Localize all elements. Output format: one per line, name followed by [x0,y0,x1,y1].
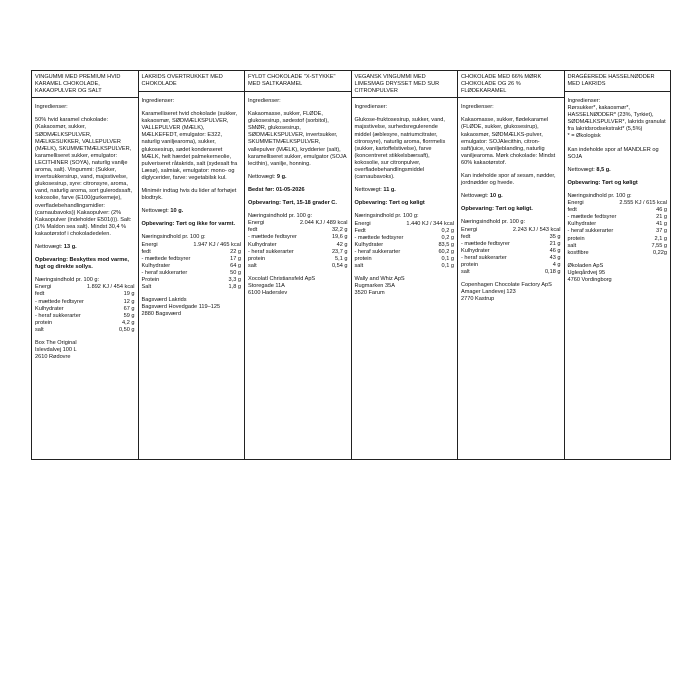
product-title: CHOKOLADE MED 66% MØRK CHOKOLADE OG 26 % FLØDEKARAMEL [458,74,564,98]
nutrition-row: protein 4 g [461,261,561,268]
label-table [31,70,671,460]
ingredients-text: Glukose-fruktosesirup, sukker, vand, majsstivelse, surhedsregulerende middel (æblesyre, natriumcitrater, citronsyre), naturlig aroma, florrmelis (sukker, kartoffelstivelse), farve (koncentreret stikkelsbærsaft), kokosolie, sur citronpulver, overfladebehandlingsmiddel (carnaubavoks). [354,117,446,181]
nutrition-row: salt 0,18 g [461,269,561,276]
net-weight: Nettovægt: 10 g. [461,193,503,200]
ingredients-text: Karamelliseret hvid chokolade (sukker, kakaosmør, SØDMÆLKSPULVER, VALLEPULVER (MÆLK), MÆLKEFEDT, emulgator: E322, naturlig vaniljearoma), sukker, glukosesirup, sødet kondenseret MÆLK, helt hærdet palmekerneolie, pulveriseret råtakrids, salt (sydesalt fra Læsø), salmiak, emulgator: mono- og diglycerider, farve: vegetabilsk kul. [141,111,238,181]
nutrition-row: fedt 22 g [141,248,241,255]
nutrition-row: Energi 2.243 KJ / 543 kcal [461,226,561,233]
nutrition-table [355,213,455,270]
nutrition-row: Energi 1.440 KJ / 344 kcal [354,220,454,227]
nutrition-row: - mættede fedtsyrer 12 g [35,298,135,305]
producer-address: Copenhagen Chocolate Factory ApS Amager Landevej 123 2770 Kastrup [461,282,552,303]
organic-note: * = Økologisk [567,133,601,140]
product-title: DRAGÉEREDE HASSELNØDDER MED LAKRIDS [565,74,671,92]
net-weight: Nettovægt: 13 g. [35,243,77,250]
net-weight: Nettovægt: 11 g. [354,187,396,194]
nutrition-row: fedt 32,2 g [248,227,348,234]
net-weight: Nettovægt: 10 g. [141,208,184,215]
nutrition-row: - heraf sukkerarter 50 g [141,269,241,276]
nutrition-row: Kulhydrater 42 g [248,241,348,248]
nutrition-row: protein 2,1 g [567,235,667,242]
nutrition-row: - mættede fedtsyrer 21 g [567,214,667,221]
nutrition-heading: Næringsindhold pr. 100 g: [567,192,632,199]
product-title: VEGANSK VINGUMMI MED LIMESMAG DRYSSET MED SUR CITRONPULVER [352,74,458,98]
nutrition-row: - mættede fedtsyrer 0,2 g [354,234,454,241]
nutrition-row: salt 0,50 g [35,326,135,333]
label-column-3 [245,71,352,459]
storage-text: Opbevaring: Tørt og ikke for varmt. [141,221,236,228]
allergen-note: Kan indeholde spor af sesam, nødder, jordnødder og hvede. [461,173,556,187]
nutrition-table [248,213,348,270]
nutrition-row: - heraf sukkerarter 43 g [461,254,561,261]
ingredients-heading: Ingredienser: [567,98,601,104]
nutrition-row: - heraf sukkerarter 23,7 g [248,248,348,255]
nutrition-row: fedt 46 g [567,207,667,214]
nutrition-row: - mættede fedtsyrer 17 g [141,255,241,262]
nutrition-row: salt 7,55 g [567,242,667,249]
product-title: VINGUMMI MED PREMIUM HVID KARAMEL CHOKOLADE, KAKAOPULVER OG SALT [32,74,138,98]
health-note: Minimér indtag hvis du lider af forhøjet blodtryk. [141,188,237,202]
nutrition-row: - mættede fedtsyrer 21 g [461,240,561,247]
best-before: Bedst før: 01-05-2026 [248,186,305,193]
nutrition-row: fedt 19 g [35,291,135,298]
product-title: LAKRIDS OVERTRUKKET MED CHOKOLADE [139,74,245,92]
ingredients-heading: Ingredienser: [461,104,494,111]
nutrition-row: Kulhydrater 41 g [567,221,667,228]
nutrition-heading: Næringsindhold pr. 100 g: [248,213,313,220]
ingredients-heading: Ingredienser: [354,104,388,111]
nutrition-row: kostfibre 0,22g [567,249,667,256]
nutrition-row: Energi 1.892 KJ / 454 kcal [35,284,135,291]
ingredients-text: 50% hvid karamel chokolade: (Kakaosmør, sukker, SØDMÆLKSPULVER, MÆLKESUKKER, VALLEPULVER (MÆLK), SKUMMETMÆLKSPULVER, karamelliseret sukker, emulgator: LECITHINER (SOYA), naturlig vanilje aroma, salt). Vingummi: (Sukker, invertsukkersirup, vand, majsstivelse, glukosesirup, syre: citronsyre, aroma, vand, naturlig aroma, sort gulerodssaft, kokosolie, farve (E100(gurkemeje), overfladebehandlingsmidler: (carnaubavoks)) Kakaopulver: (2% Kakaopulver (indeholder E501(i)). Salt: (1% Maldon sea salt). Mindst 30,4 % kakaotørstof i chokoladedelen. [35,117,133,237]
nutrition-row: Energi 1.947 KJ / 465 kcal [141,241,241,248]
nutrition-table [568,193,668,257]
storage-text: Opbevaring: Tørt og køligt [567,179,638,186]
nutrition-heading: Næringsindhold pr. 100 g: [461,219,526,226]
nutrition-heading: Næringsindhold pr. 100 g: [354,213,419,220]
allergen-note: Kan indeholde spor af MANDLER og SOJA [567,146,659,160]
producer-address: Økoladen ApS Ugleqårdvej 95 4760 Vordingborg [567,262,612,283]
nutrition-heading: Næringsindhold pr. 100 g: [141,234,206,241]
ingredients-heading: Ingredienser: [248,98,281,104]
ingredients-text: Kakaomasse, sukker, FLØDE, glukosesirup, sødestof (sorbitol), SMØR, glukosesirup, SØDMÆLKSPULVER, invertsukker, SKUMMETMÆLKSPULVER, vallepulver (MÆLK), krydderier (salt), karamelliseret sukker, emulgator (SOJA lecithin), vanilje, honning. [248,111,347,167]
nutrition-row: salt 0,54 g [248,262,348,269]
nutrition-row: salt 0,1 g [354,263,454,270]
nutrition-row: Protein 3,3 g [141,276,241,283]
producer-address: Xocolatl Christiansfeld ApS Storegade 11A 6100 Haderslev [248,275,316,297]
storage-text: Opbevaring: Beskyttes mod varme, fugt og direkte sollys. [35,257,129,271]
product-title: FYLDT CHOKOLADE "X-STYKKE" MED SALTKARAMEL [245,74,351,92]
storage-text: Opbevaring: Tørt og køligt [354,200,425,207]
nutrition-row: Fedt 0,2 g [354,227,454,234]
label-column-6 [565,71,671,459]
producer-address: Box The Original Islevdalvej 100 L 2610 Rødovre [35,340,77,361]
nutrition-row: - heraf sukkerarter 60,2 g [354,248,454,255]
nutrition-row: protein 5,1 g [248,255,348,262]
ingredients-text: Kakaomasse, sukker, flødekaramel (FLØDE, sukker, glukosesirup), kakaosmør, SØDMÆLKS-pulver, emulgator: SOJAlecithin, citron-saft/juice, vaniljeblanding, naturlig vaniljearoma. Mørk chokolade: Mindst 60% kakaotørstof. [461,117,556,166]
nutrition-heading: Næringsindhold pr. 100 g: [35,277,100,284]
nutrition-row: Kulhydrater 83,5 g [354,241,454,248]
label-column-5 [458,71,565,459]
nutrition-row: protein 0,1 g [354,255,454,262]
nutrition-row: Energi 2.555 KJ / 615 kcal [567,200,667,207]
nutrition-row: Salt 1,8 g [141,284,241,291]
nutrition-table [461,219,561,276]
label-column-2 [139,71,246,459]
ingredients-heading: Ingredienser: [141,98,175,104]
nutrition-row: Kulhydrater 64 g [141,262,241,269]
nutrition-row: Energi 2.044 KJ / 489 kcal [248,220,348,227]
net-weight: Nettovægt: 8,5 g. [567,166,611,173]
nutrition-row: - mættede fedtsyrer 19,6 g [248,234,348,241]
nutrition-row: Kulhydrater 46 g [461,247,561,254]
nutrition-row: Kulhydrater 67 g [35,305,135,312]
nutrition-table [35,277,135,334]
nutrition-row: - heraf sukkerarter 59 g [35,312,135,319]
net-weight: Nettovægt: 9 g. [248,173,287,180]
label-column-1 [32,71,139,459]
ingredients-text: Rørsukker*, kakaosmør*, HASSELNØDDER* (23%, Tyrkiet), SØDMÆLKSPULVER*, lakrids granulat fra lakridsrodsekstrakt* (5,5%) [567,105,666,133]
producer-address: Wally and Whiz ApS Rugmarken 35A 3520 Farum [354,276,405,297]
storage-text: Opbevaring: Tørt, 15-18 grader C. [248,200,337,207]
nutrition-row: protein 4,2 g [35,319,135,326]
producer-address: Bagsværd Lakrids Bagsværd Hovedgade 119–125 2880 Bagsværd [141,297,221,318]
nutrition-row: - heraf sukkerarter 37 g [567,228,667,235]
nutrition-table [142,234,242,291]
label-column-4 [352,71,459,459]
ingredients-heading: Ingredienser: [35,104,68,111]
nutrition-row: fedt 35 g [461,233,561,240]
storage-text: Opbevaring: Tørt og køligt. [461,206,533,213]
